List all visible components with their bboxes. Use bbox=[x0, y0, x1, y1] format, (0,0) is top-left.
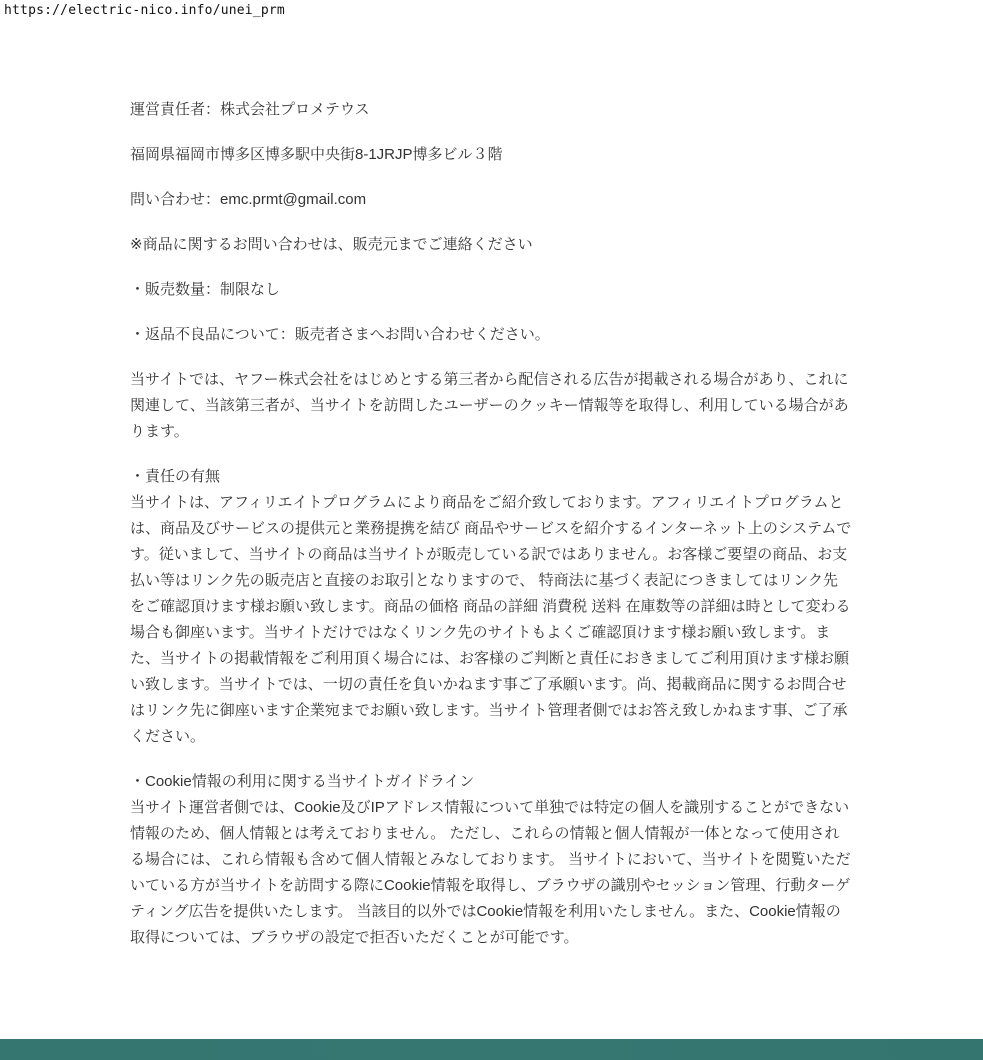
page-url: https://electric-nico.info/unei_prm bbox=[4, 3, 285, 18]
legal-disclosure-content bbox=[130, 97, 852, 970]
operator-line bbox=[130, 97, 852, 123]
cookie-guideline-body: 当サイト運営者側では、Cookie及びIPアドレス情報について単独では特定の個人を識別することができない情報のため、個人情報とは考えておりません。 ただし、これらの情報と個人情報が一体となって使用される場合には、これら情報も含めて個人情報とみなしております。 当サイトにおいて、当サイトを閲覧いただいている方が当サイトを訪問する際にCookie情報を取得し、ブラウザの識別やセッション管理、行動ターゲティング広告を提供いたします。 当該目的以外ではCookie情報を利用いたしません。また、Cookie情報の取得については、ブラウザの設定で拒否いただくことが可能です。 bbox=[130, 799, 851, 946]
liability-body: 当サイトは、アフィリエイトプログラムにより商品をご紹介致しております。アフィリエイトプログラムとは、商品及びサービスの提供元と業務提携を結び 商品やサービスを紹介するインターネット上のシステムです。従いまして、当サイトの商品は当サイトが販売している訳ではありません。お客様ご要望の商品、お支払い等はリンク先の販売店と直接のお取引となりますので、 特商法に基づく表記につきましてはリンク先をご確認頂けます様お願い致します。商品の価格 商品の詳細 消費税 送料 在庫数等の詳細は時として変わる場合も御座います。当サイトだけではなくリンク先のサイトもよくご確認頂けます様お願い致します。また、当サイトの掲載情報をご利用頂く場合には、お客様のご判断と責任におきましてご利用頂けます様お願い致します。当サイトでは、一切の責任を負いかねます事ご了承願います。尚、掲載商品に関するお問合せはリンク先に御座います企業宛までお願い致します。当サイト管理者側ではお答え致しかねます事、ご了承ください。 bbox=[130, 494, 852, 745]
operator-text: 運営責任者：株式会社プロメテウス bbox=[130, 101, 370, 118]
footer-bar bbox=[0, 1039, 983, 1060]
address-line bbox=[130, 142, 852, 168]
returns-line bbox=[130, 322, 852, 348]
cookie-guideline-section bbox=[130, 769, 852, 951]
product-inquiry-text: ※商品に関するお問い合わせは、販売元までご連絡ください bbox=[130, 236, 533, 253]
sales-quantity-line bbox=[130, 277, 852, 303]
contact-email-text: 問い合わせ：emc.prmt@gmail.com bbox=[130, 191, 367, 208]
product-inquiry-note bbox=[130, 232, 852, 258]
liability-section bbox=[130, 464, 852, 750]
third-party-ads-text: 当サイトでは、ヤフー株式会社をはじめとする第三者から配信される広告が掲載される場合があり、これに関連して、当該第三者が、当サイトを訪問したユーザーのクッキー情報等を取得し、利用している場合があります。 bbox=[130, 371, 849, 440]
third-party-ads-paragraph bbox=[130, 367, 852, 445]
sales-quantity-text: ・販売数量：制限なし bbox=[130, 281, 281, 298]
returns-text: ・返品不良品について：販売者さまへお問い合わせください。 bbox=[130, 326, 550, 343]
cookie-guideline-heading: ・Cookie情報の利用に関する当サイトガイドライン bbox=[130, 773, 475, 790]
address-text: 福岡県福岡市博多区博多駅中央街8-1JRJP博多ビル３階 bbox=[130, 146, 503, 163]
contact-line bbox=[130, 187, 852, 213]
liability-heading: ・責任の有無 bbox=[130, 468, 221, 485]
